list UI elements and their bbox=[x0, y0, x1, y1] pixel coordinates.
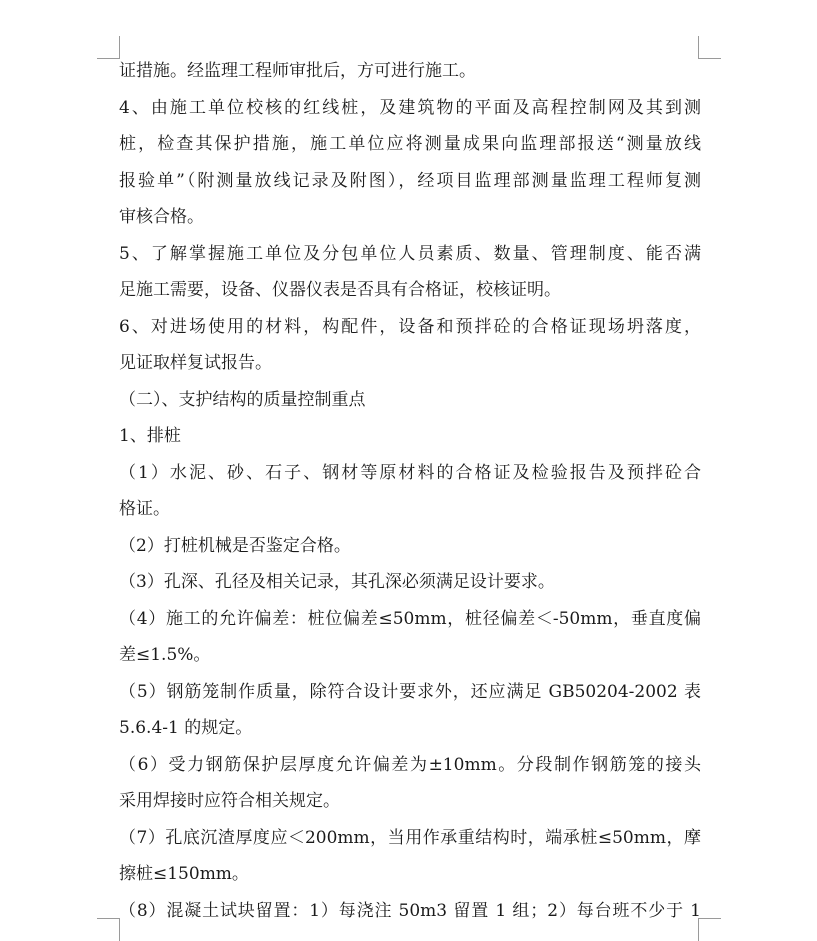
text-line: （5）钢筋笼制作质量，除符合设计要求外，还应满足 GB50204-2002 表 bbox=[119, 681, 701, 702]
text-line: 采用焊接时应符合相关规定。 bbox=[119, 791, 340, 811]
text-line: （3）孔深、孔径及相关记录，其孔深必须满足设计要求。 bbox=[119, 572, 555, 592]
subsection-heading: 1、排桩 bbox=[119, 426, 181, 446]
page-corner-mark-bottom-left bbox=[97, 918, 120, 941]
text-line: 差≤1.5%。 bbox=[119, 645, 211, 665]
page-corner-mark-top-left bbox=[97, 36, 120, 59]
text-line: 见证取样复试报告。 bbox=[119, 353, 272, 373]
text-line: 4、由施工单位校核的红线桩，及建筑物的平面及高程控制网及其到测 bbox=[119, 97, 701, 118]
section-heading: （二）、支护结构的质量控制重点 bbox=[119, 389, 366, 410]
text-line: （4）施工的允许偏差：桩位偏差≤50mm，桩径偏差＜-50mm，垂直度偏 bbox=[119, 608, 701, 629]
text-line: （2）打桩机械是否鉴定合格。 bbox=[119, 535, 351, 556]
text-line: 5.6.4-1 的规定。 bbox=[119, 718, 253, 738]
text-line: 擦桩≤150mm。 bbox=[119, 864, 249, 884]
text-line: （6）受力钢筋保护层厚度允许偏差为±10mm。分段制作钢筋笼的接头 bbox=[119, 754, 701, 775]
text-line: 报验单”（附测量放线记录及附图），经项目监理部测量监理工程师复测 bbox=[119, 170, 701, 191]
page-corner-mark-bottom-right bbox=[698, 918, 721, 941]
text-line: 桩，检查其保护措施，施工单位应将测量成果向监理部报送“测量放线 bbox=[119, 134, 701, 154]
text-line: 证措施。经监理工程师审批后，方可进行施工。 bbox=[119, 61, 476, 81]
text-line: （7）孔底沉渣厚度应＜200mm，当用作承重结构时，端承桩≤50mm，摩 bbox=[119, 827, 701, 848]
text-line: 足施工需要，设备、仪器仪表是否具有合格证，校核证明。 bbox=[119, 280, 561, 300]
text-line: 审核合格。 bbox=[119, 207, 204, 227]
document-body bbox=[119, 53, 701, 929]
text-line: 5、了解掌握施工单位及分包单位人员素质、数量、管理制度、能否满 bbox=[119, 243, 701, 264]
text-line: （8）混凝土试块留置：1）每浇注 50m3 留置 1 组；2）每台班不少于 1 bbox=[119, 900, 701, 921]
text-line: 6、对进场使用的材料，构配件，设备和预拌砼的合格证现场坍落度， bbox=[119, 316, 701, 337]
page-corner-mark-top-right bbox=[698, 36, 721, 59]
text-line: 格证。 bbox=[119, 499, 170, 519]
text-line: （1）水泥、砂、石子、钢材等原材料的合格证及检验报告及预拌砼合 bbox=[119, 462, 701, 483]
